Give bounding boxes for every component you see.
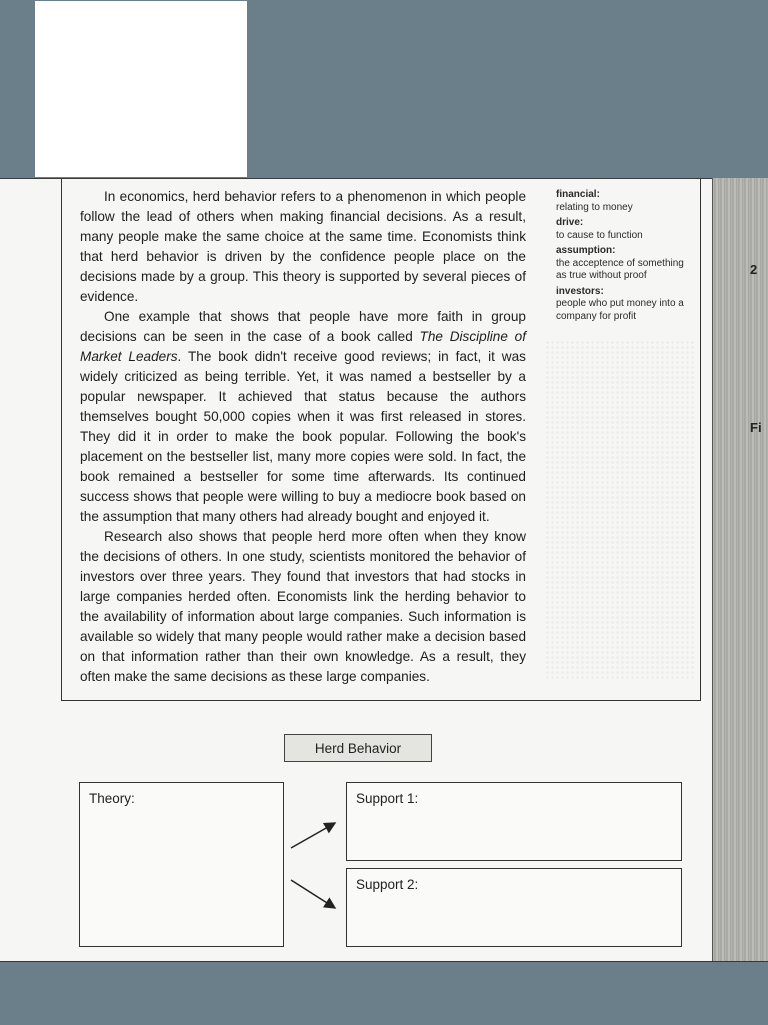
glossary-term: assumption:: [556, 245, 616, 256]
paragraph-2-end: . The book didn't receive good reviews; in fact, it was widely criticized as being terrible. Yet, it was named a bestseller by a popular newspaper. It achieved that status because the authors themselves bought 50,000 copies when it was first released in stores. They did it in order to make the book popular. Following the book's placement on the bestseller list, many more copies were sold. In fact, the book remained a bestseller for some time afterwards. Its continued success shows that people were willing to buy a mediocre book based on the assumption that many others had already bought and enjoyed it.: [80, 349, 526, 524]
support-1-label: Support 1:: [356, 791, 419, 806]
spine-mark-top: 2: [750, 262, 758, 277]
glossary-term: investors:: [556, 285, 604, 297]
glossary-definition: people who put money into a company for profit: [556, 298, 684, 322]
spine-mark-middle: Fi: [750, 420, 762, 435]
arrow-down-icon: [291, 880, 335, 908]
glossary-term: financial:: [556, 189, 600, 200]
arrow-up-icon: [291, 823, 335, 848]
book-title: The Discipline of Market Leaders: [80, 329, 526, 364]
bottom-background: [0, 961, 768, 1025]
diagram-title: Herd Behavior: [284, 734, 432, 762]
paragraph-1: In economics, herd behavior refers to a phenomenon in which people follow the lead of others when making financial decisions. As a result, many people make the same choice at the same time. Economists think that herd behavior is driven by the confidence people place on the decisions made by a group. This theory is supported by several pieces of evidence.: [80, 189, 526, 304]
glossary-definition: the acceptence of something as true without proof: [556, 257, 684, 281]
theory-label: Theory:: [89, 791, 135, 806]
support-2-label: Support 2:: [356, 877, 419, 892]
glossary-definition: to cause to function: [556, 229, 643, 241]
paragraph-2-start: One example that shows that people have more faith in group decisions can be seen in the case of a book called: [80, 309, 526, 344]
paragraph-3: Research also shows that people herd more often when they know the decisions of others. In one study, scientists monitored the behavior of investors over three years. They found that investors that had stocks in large companies herded often. Economists link the herding behavior to the availability of information about large companies. Such information is available so widely that many people would rather make a decision based on that information rather than their own knowledge. As a result, they often make the same decisions as these large companies.: [80, 529, 526, 684]
glossary-term: drive:: [556, 217, 584, 228]
glossary-definition: relating to money: [556, 201, 633, 213]
